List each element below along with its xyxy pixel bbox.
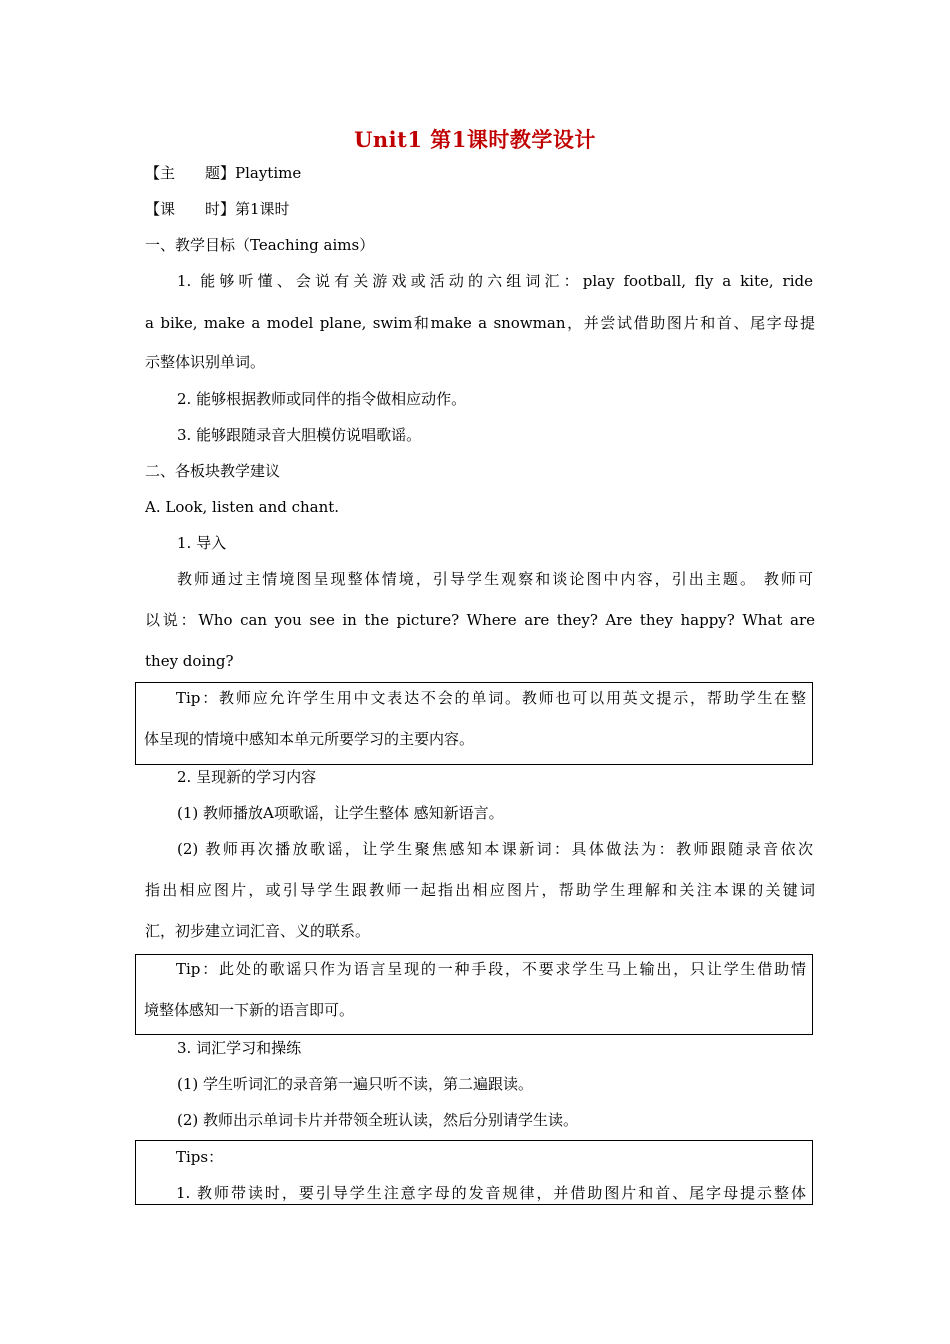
tip-2-line-2: 境整体感知一下新的语言即可。	[144, 1001, 355, 1019]
aim-3: 3. 能够跟随录音大胆模仿说唱歌谣。	[177, 426, 422, 444]
tips-3-title: Tips：	[176, 1148, 224, 1166]
section-heading-suggestions: 二、各板块教学建议	[145, 462, 281, 480]
tip-1-line-2: 体呈现的情境中感知本单元所要学习的主要内容。	[144, 730, 475, 748]
step-1-title: 1. 导入	[177, 534, 227, 552]
tip-box-1	[135, 682, 813, 765]
page-title: Unit1 第1课时教学设计	[354, 127, 596, 152]
step-3-item-1: (1) 学生听词汇的录音第一遍只听不读，第二遍跟读。	[177, 1075, 534, 1093]
step-2-title: 2. 呈现新的学习内容	[177, 768, 317, 786]
aim-1-line-1: 1. 能够听懂、会说有关游戏或活动的六组词汇：play football, fly a kite, ride	[177, 272, 813, 290]
step-1-line-1: 教师通过主情境图呈现整体情境，引导学生观察和谈论图中内容，引出主题。 教师可	[177, 570, 813, 588]
step-3-title: 3. 词汇学习和操练	[177, 1039, 302, 1057]
aim-1-line-3: 示整体识别单词。	[145, 353, 266, 371]
step-2-item-2-line-2: 指出相应图片，或引导学生跟教师一起指出相应图片，帮助学生理解和关注本课的关键词	[145, 881, 815, 899]
part-a-heading: A. Look, listen and chant.	[145, 498, 340, 516]
period-line: 【课 时】第1课时	[145, 200, 290, 218]
tip-box-2	[135, 954, 813, 1035]
aim-2: 2. 能够根据教师或同伴的指令做相应动作。	[177, 390, 467, 408]
tips-3-line-1: 1. 教师带读时，要引导学生注意字母的发音规律，并借助图片和首、尾字母提示整体	[176, 1184, 806, 1202]
step-2-item-2-line-3: 汇，初步建立词汇音、义的联系。	[145, 922, 371, 940]
tip-2-line-1: Tip：此处的歌谣只作为语言呈现的一种手段，不要求学生马上输出，只让学生借助情	[176, 960, 806, 978]
step-3-item-2: (2) 教师出示单词卡片并带领全班认读，然后分别请学生读。	[177, 1111, 579, 1129]
aim-1-line-2: a bike, make a model plane, swim和make a snowman，并尝试借助图片和首、尾字母提	[145, 314, 815, 332]
topic-line: 【主 题】Playtime	[145, 164, 302, 182]
step-1-line-2: 以说：Who can you see in the picture? Where are they? Are they happy? What are	[145, 611, 815, 629]
tips-box-3	[135, 1140, 813, 1205]
step-2-item-2-line-1: (2) 教师再次播放歌谣，让学生聚焦感知本课新词：具体做法为：教师跟随录音依次	[177, 840, 813, 858]
section-heading-aims: 一、教学目标（Teaching aims）	[145, 236, 375, 254]
step-2-item-1: (1) 教师播放A项歌谣，让学生整体 感知新语言。	[177, 804, 504, 822]
tip-1-line-1: Tip：教师应允许学生用中文表达不会的单词。教师也可以用英文提示，帮助学生在整	[176, 689, 806, 707]
step-1-line-3: they doing?	[145, 652, 234, 670]
